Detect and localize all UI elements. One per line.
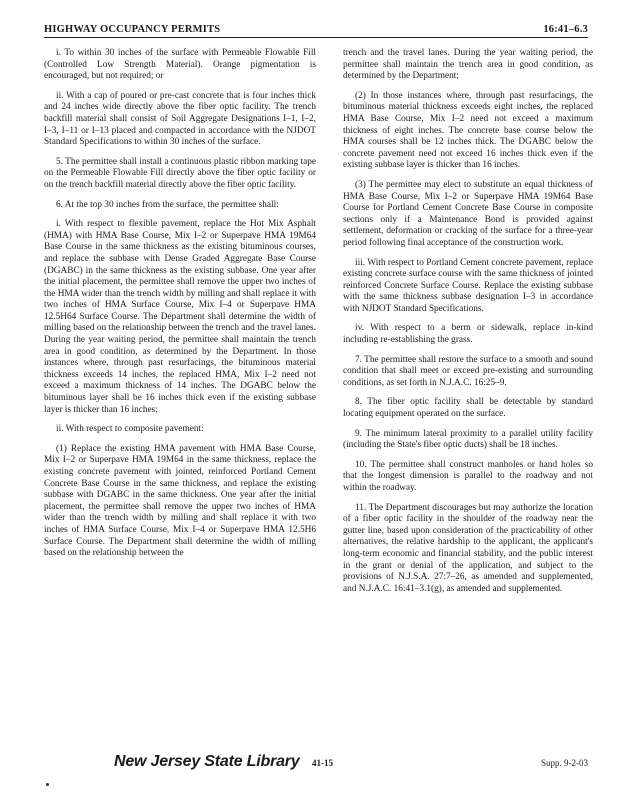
paragraph: (1) Replace the existing HMA pavement with HMA Base Course, Mix I–2 or Superpave HMA 19M64 in the same thickness, replace the existing concrete pavement with jointed, reinforced Portland Cement Concrete Base Course in the same thickness, and replace the existing subbase with DGABC in the same thickness. One year after the initial placement, the permittee shall remove the upper two inches of HMA wider than the trench width by milling and shall replace it with two inches of HMA Surface Course, Mix I–4 or Superpave HMA 12.5H6 Surface Course. The Department shall determine the width of milling based on the relationship between the: [44, 443, 316, 559]
paragraph: trench and the travel lanes. During the year waiting period, the permittee shall maintain the trench area in good condition, as determined by the Department;: [343, 48, 593, 82]
paragraph: 10. The permittee shall construct manholes or hand holes so that the longest dimension is parallel to the roadway and not within the roadway.: [343, 459, 593, 493]
header-title: HIGHWAY OCCUPANCY PERMITS: [44, 24, 221, 35]
paragraph: iii. With respect to Portland Cement concrete pavement, replace existing concrete surface course with the same thickness of jointed reinforced Concrete Surface Course. Replace the existing subbase with the same thickness subbase designation I–3 in accordance with NJDOT Standard Specifications.: [343, 257, 593, 314]
paragraph: 5. The permittee shall install a continuous plastic ribbon marking tape on the Permeable Flowable Fill directly above the fiber optic facility or on the trench backfill material directly above the fiber optic facility.: [44, 156, 316, 190]
paragraph: i. With respect to flexible pavement, replace the Hot Mix Asphalt (HMA) with HMA Base Course, Mix I–2 or Superpave HMA 19M64 Base Course in the same thickness as the existing bituminous courses, and replace the subbase with Dense Graded Aggregate Base Course (DGABC) in the same thickness as the existing subbase. One year after the initial placement, the permittee shall remove the upper two inches of the HMA wider than the trench width by milling and shall replace it with two inches of HMA Surface Course, Mix I–4 or Superpave HMA 12.5H64 Surface Course. The Department shall determine the width of milling based on the relationship between the trench and the travel lanes. During the year waiting period, the permittee shall maintain the trench area in good condition, as determined by the Department. In those instances where, through past resurfacings, the bituminous material thickness exceeds 14 inches, the replaced HMA, Mix I–2 need not exceed a maximum thickness of 14 inches. The DGABC below the bituminous layer shall be 16 inches thick even if the existing subbase layer is thicker than 16 inches;: [44, 219, 316, 415]
paragraph: iv. With respect to a berm or sidewalk, replace in-kind including re-establishing the grass.: [343, 323, 593, 346]
page-footer: [44, 753, 588, 777]
paragraph: 9. The minimum lateral proximity to a parallel utility facility (including the State's fiber optic ducts) shall be 18 inches.: [343, 428, 593, 451]
paragraph: 8. The fiber optic facility shall be detectable by standard locating equipment operated on the surface.: [343, 397, 593, 420]
paragraph: (3) The permittee may elect to substitute an equal thickness of HMA Base Course, Mix I–2 or Superpave HMA 19M64 Base Course for Portland Cement Concrete Base Course in composite sections only if a Maintenance Bond is provided against settlement, deformation or cracking of the surface for a three-year period following final acceptance of the construction work.: [343, 179, 593, 248]
paragraph: 7. The permittee shall restore the surface to a smooth and sound condition that shall meet or exceed pre-existing and surrounding conditions, as set forth in N.J.A.C. 16:25–9.: [343, 354, 593, 388]
running-header: [44, 24, 588, 38]
supplement-date: Supp. 9-2-03: [541, 758, 588, 768]
header-section-number: 16:41–6.3: [543, 24, 588, 35]
paragraph: i. To within 30 inches of the surface with Permeable Flowable Fill (Controlled Low Strength Material). Orange pigmentation is encouraged, but not required; or: [44, 48, 316, 82]
paragraph: 6. At the top 30 inches from the surface, the permittee shall:: [56, 199, 279, 210]
right-column: [343, 48, 593, 603]
page-number: 41-15: [312, 758, 333, 768]
library-stamp: New Jersey State Library: [114, 753, 300, 770]
scan-mark: [46, 783, 49, 786]
left-column: [44, 48, 316, 568]
paragraph: 11. The Department discourages but may authorize the location of a fiber optic facility in the shoulder of the roadway near the gutter line, based upon consideration of the practicability of other alternatives, the relative hardship to the applicant, the applicant's long-term economic and financial stability, and the public interest in the grant or denial of the application, and subject to the provisions of N.J.S.A. 27:7–26, as amended and supplemented, and N.J.A.C. 16:41–3.1(g), as amended and supplemented.: [343, 502, 593, 594]
paragraph: ii. With respect to composite pavement:: [56, 424, 204, 435]
paragraph: (2) In those instances where, through past resurfacings, the bituminous material thickness exceeds eight inches, the replaced HMA Base Course, Mix I–2 need not exceed a maximum thickness of eight inches. The concrete base course below the HMA courses shall be 12 inches thick. The DGABC below the concrete pavement need not exceed 16 inches thick even if the existing subbase layer is thicker than 16 inches.: [343, 90, 593, 171]
paragraph: ii. With a cap of poured or pre-cast concrete that is four inches thick and 24 inches wide directly above the fiber optic facility. The trench backfill material shall consist of Soil Aggregate Designations I–1, I–2, I–3, I–11 or I–13 placed and compacted in accordance with the NJDOT Standard Specifications to within 30 inches of the surface.: [44, 90, 316, 148]
